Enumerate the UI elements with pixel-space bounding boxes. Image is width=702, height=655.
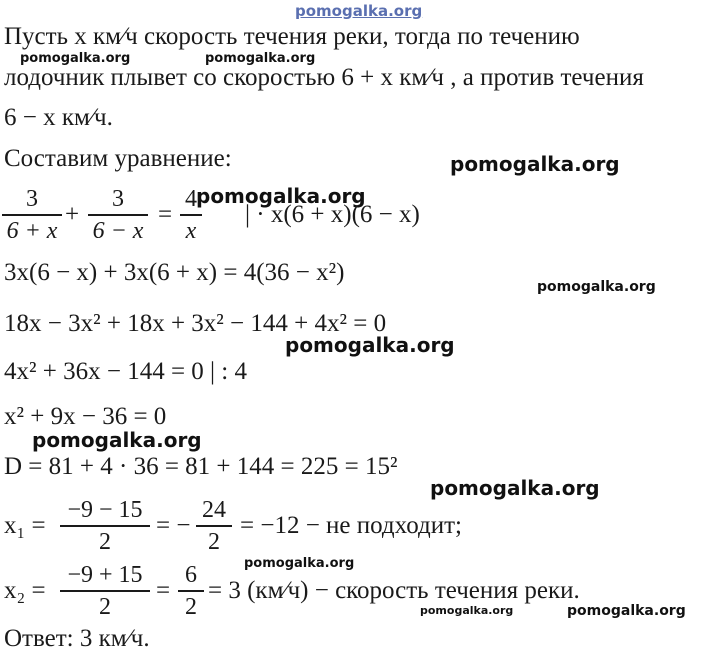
fraction-denominator: 2 [185,594,197,620]
fraction-denominator: x [185,218,197,244]
fraction-numerator: 6 [185,562,197,588]
fraction-numerator: 24 [202,497,226,523]
equation-3: 18x − 3x² + 18x + 3x² − 144 + 4x² = 0 [4,310,387,337]
x2-mid: = [156,577,171,604]
equation-2: 3x(6 − x) + 3x(6 + x) = 4(36 − x²) [4,259,345,286]
watermark-4: pomogalka.org [196,184,366,208]
eq1-equals: = [158,201,173,228]
fraction-x2 [60,562,150,620]
watermark-5: pomogalka.org [537,279,656,295]
fraction-bar [196,525,232,527]
fraction-bar [60,525,150,527]
fraction-numerator: −9 − 15 [67,497,143,523]
fraction-bar [60,590,150,592]
watermark-10: pomogalka.org [420,604,514,617]
watermark-11: pomogalka.org [567,603,686,619]
equation-4: 4x² + 36x − 144 = 0 | : 4 [4,358,247,385]
fraction-denominator: 2 [99,529,111,555]
fraction-denominator: 6 − x [92,218,144,244]
fraction-x1 [60,497,150,555]
watermark-1: pomogalka.org [20,51,131,66]
x1-result: = −12 − не подходит; [240,512,462,539]
fraction-bar [178,590,204,592]
fraction-24-over-2 [196,497,232,555]
watermark-8: pomogalka.org [430,476,600,500]
x1-label: x₁ = [4,512,46,539]
fraction-denominator: 6 + x [6,218,58,244]
watermark-2: pomogalka.org [205,51,316,66]
fraction-bar [88,214,148,216]
eq1-plus: + [65,201,80,228]
fraction-3-over-6-plus-x [2,186,62,244]
watermark-9: pomogalka.org [244,556,355,571]
watermark-7: pomogalka.org [32,428,202,452]
x1-mid: = − [156,512,191,539]
eq1-multiplier: | · x(6 + x)(6 − x) [245,201,420,228]
fraction-bar [2,214,62,216]
discriminant: D = 81 + 4 · 36 = 81 + 144 = 225 = 15² [4,453,398,480]
fraction-numerator: 4 [185,186,197,212]
fraction-numerator: 3 [26,186,38,212]
problem-line-3: 6 − x км⁄ч. [4,104,113,131]
fraction-numerator: 3 [112,186,124,212]
equation-5: x² + 9x − 36 = 0 [4,403,167,430]
x2-result: = 3 (км⁄ч) − скорость течения реки. [208,577,580,604]
fraction-numerator: −9 + 15 [67,562,143,588]
problem-line-1: Пусть x км⁄ч скорость течения реки, тогда по течению [4,23,580,50]
fraction-6-over-2 [178,562,204,620]
x2-label: x₂ = [4,577,46,604]
fraction-3-over-6-minus-x [88,186,148,244]
section-heading: Составим уравнение: [4,145,232,172]
fraction-denominator: 2 [99,594,111,620]
watermark-3: pomogalka.org [450,152,620,176]
fraction-bar [180,214,202,216]
problem-line-2: лодочник плывет со скоростью 6 + x км⁄ч , а против течения [4,64,644,91]
watermark-6: pomogalka.org [285,333,455,357]
watermark-link-top[interactable]: pomogalka.org [295,2,423,20]
answer-line: Ответ: 3 км⁄ч. [4,625,150,652]
fraction-denominator: 2 [208,529,220,555]
